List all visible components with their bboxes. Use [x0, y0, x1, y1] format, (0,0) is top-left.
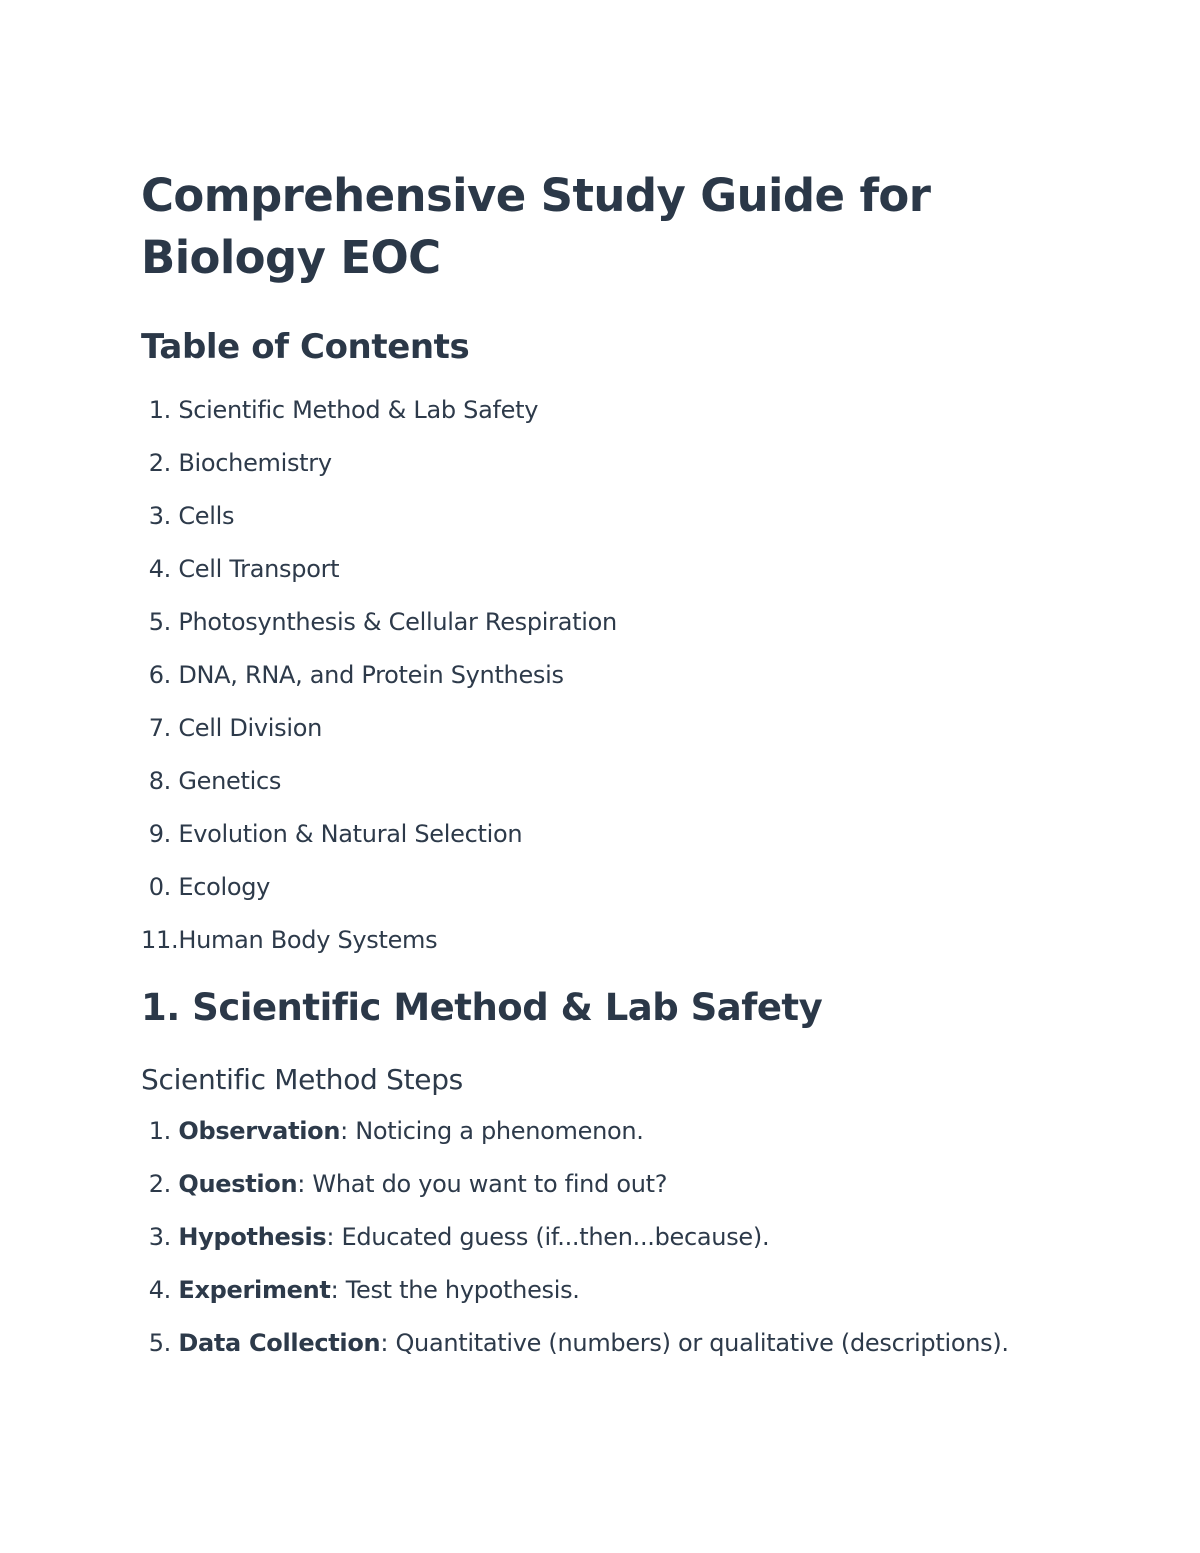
step-description: : What do you want to find out?	[297, 1170, 668, 1198]
toc-item	[141, 707, 1081, 760]
step-item	[141, 1163, 1081, 1216]
toc-item-label: Evolution & Natural Selection	[178, 820, 523, 848]
step-number: 1.	[148, 1117, 171, 1145]
document-title: Comprehensive Study Guide for Biology EOC	[141, 169, 931, 284]
toc-item	[141, 654, 1081, 707]
step-description: : Educated guess (if...then...because).	[326, 1223, 770, 1251]
toc-item-label: Cells	[178, 502, 235, 530]
toc-item-label: Cell Transport	[178, 555, 340, 583]
toc-item-label: Scientific Method & Lab Safety	[178, 396, 539, 424]
step-term: Experiment	[178, 1276, 331, 1304]
step-item	[141, 1322, 1081, 1375]
step-item	[141, 1216, 1081, 1269]
step-number: 4.	[148, 1276, 171, 1304]
toc-item-number: 11.	[141, 926, 179, 954]
step-term: Data Collection	[178, 1329, 381, 1357]
toc-item-number: 9.	[148, 820, 171, 848]
toc-item-label: Biochemistry	[178, 449, 332, 477]
step-term: Question	[178, 1170, 298, 1198]
step-term: Observation	[178, 1117, 341, 1145]
toc-item-label: Cell Division	[178, 714, 323, 742]
toc-item-number: 2.	[148, 449, 171, 477]
toc-item	[141, 813, 1081, 866]
step-term: Hypothesis	[178, 1223, 327, 1251]
step-item	[141, 1110, 1081, 1163]
step-number: 3.	[148, 1223, 171, 1251]
step-description: : Quantitative (numbers) or qualitative (descriptions).	[380, 1329, 1009, 1357]
toc-item	[141, 442, 1081, 495]
toc-item	[141, 866, 1081, 919]
toc-item-number: 3.	[148, 502, 171, 530]
step-number: 5.	[148, 1329, 171, 1357]
steps-list	[141, 1110, 1081, 1375]
toc-item-number: 6.	[148, 661, 171, 689]
toc-item-label: Photosynthesis & Cellular Respiration	[178, 608, 617, 636]
section-heading: 1. Scientific Method & Lab Safety	[141, 986, 823, 1029]
toc-item	[141, 389, 1081, 442]
toc-item-number: 1.	[148, 396, 171, 424]
step-number: 2.	[148, 1170, 171, 1198]
toc-item-label: Human Body Systems	[178, 926, 438, 954]
toc-item-number: 7.	[148, 714, 171, 742]
step-description: : Test the hypothesis.	[330, 1276, 580, 1304]
step-description: : Noticing a phenomenon.	[340, 1117, 644, 1145]
toc-item-number: 5.	[148, 608, 171, 636]
subsection-heading: Scientific Method Steps	[141, 1063, 463, 1096]
toc-item-number: 0.	[148, 873, 171, 901]
toc-heading: Table of Contents	[141, 327, 470, 367]
toc-item-label: Genetics	[178, 767, 282, 795]
toc-item-number: 8.	[148, 767, 171, 795]
toc-item-label: Ecology	[178, 873, 271, 901]
toc-item-number: 4.	[148, 555, 171, 583]
document-page	[141, 165, 1081, 1375]
toc-list	[141, 389, 1081, 972]
toc-item	[141, 760, 1081, 813]
toc-item	[141, 919, 1081, 972]
toc-item-label: DNA, RNA, and Protein Synthesis	[178, 661, 564, 689]
toc-item	[141, 495, 1081, 548]
step-item	[141, 1269, 1081, 1322]
toc-item	[141, 601, 1081, 654]
toc-item	[141, 548, 1081, 601]
